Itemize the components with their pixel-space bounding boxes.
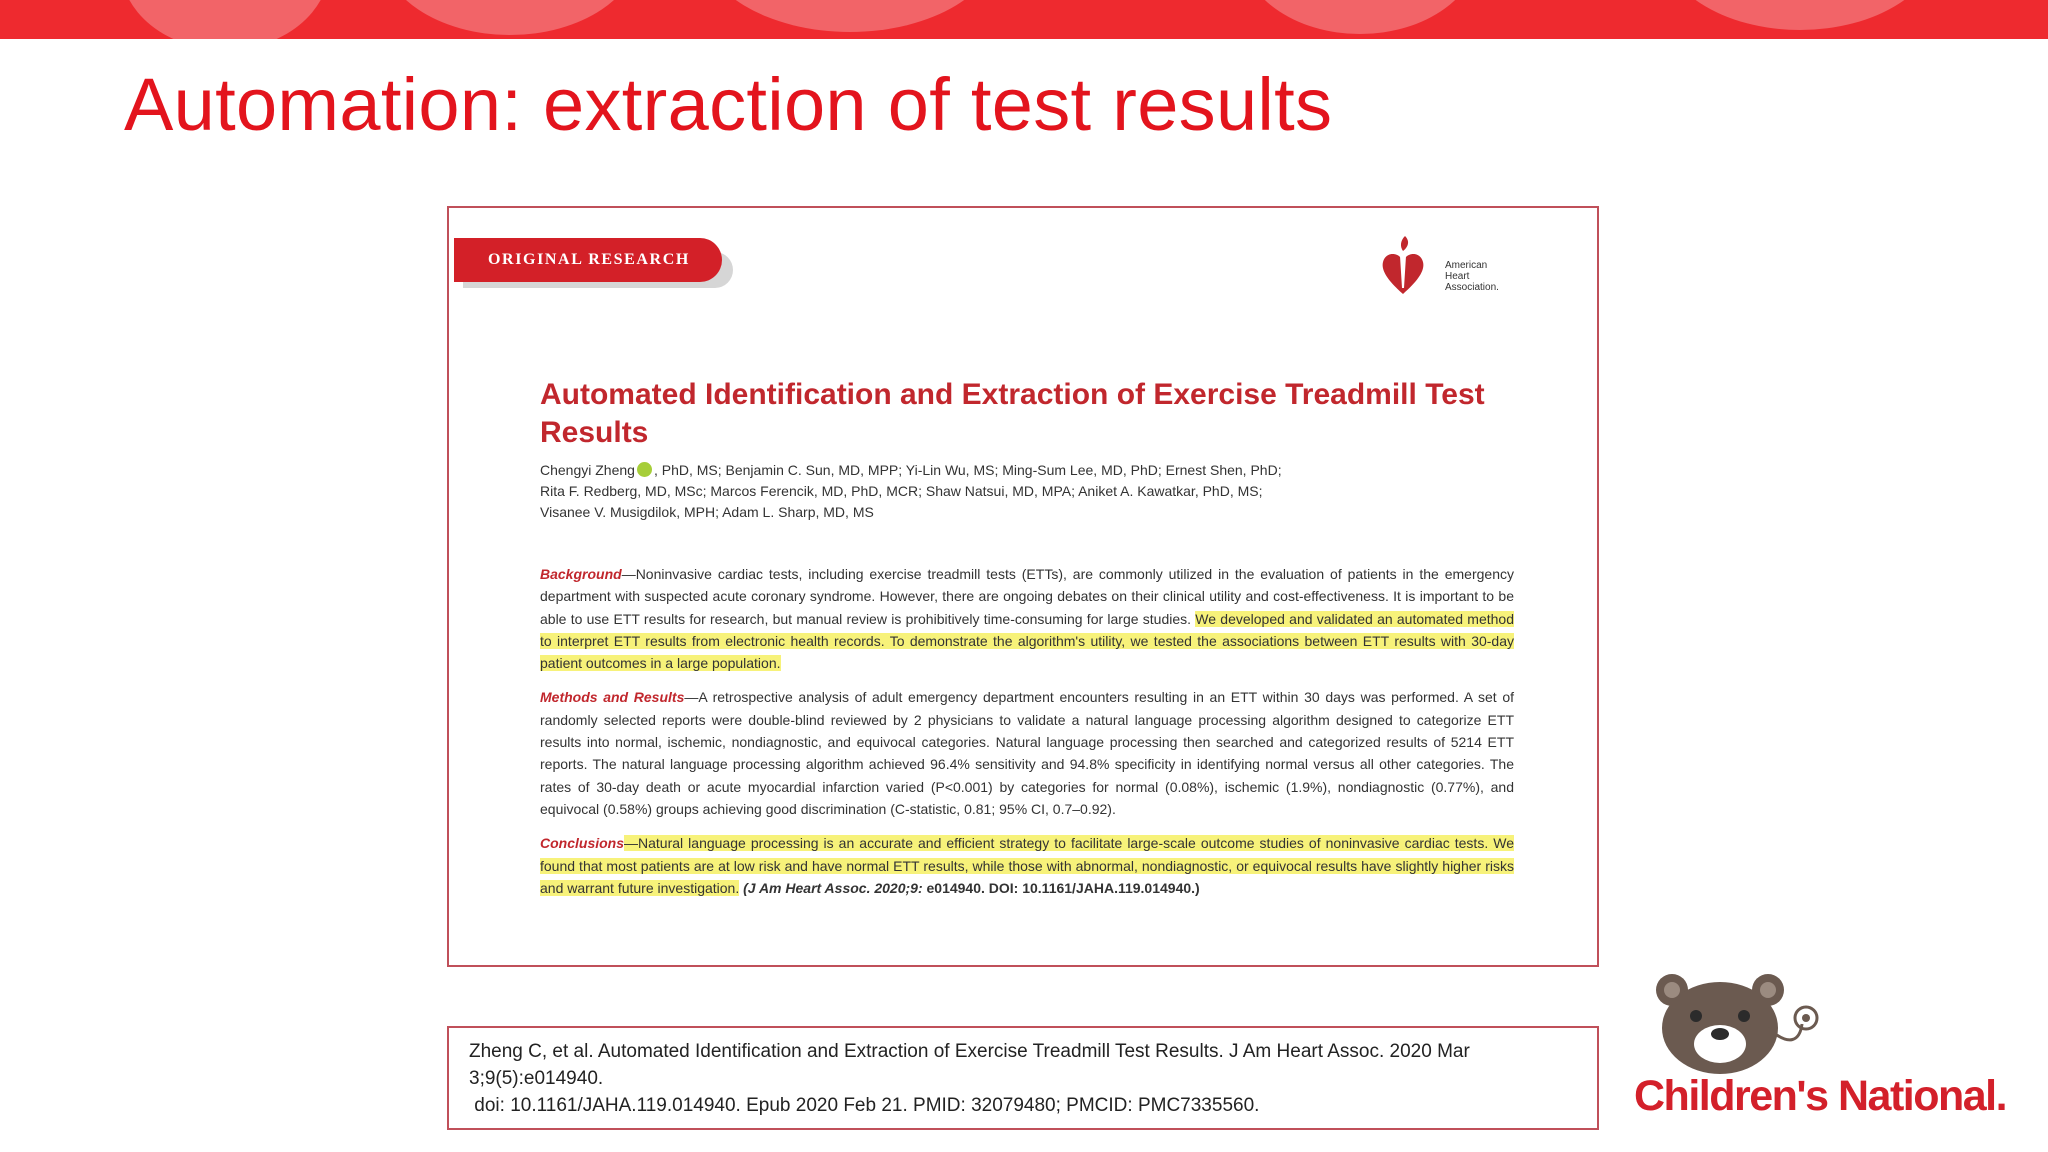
- orcid-icon: [637, 462, 652, 477]
- original-research-badge: ORIGINAL RESEARCH: [454, 238, 722, 282]
- top-decorative-band: [0, 0, 2048, 39]
- paper-title: Automated Identification and Extraction of Exercise Treadmill Test Results: [540, 378, 1485, 449]
- band-shape: [1240, 0, 1480, 34]
- heart-torch-icon: [1381, 234, 1425, 296]
- highlighted-text: —Natural language processing is an accurate and efficient strategy to facilitate large-scale outcome studies of noninvasive cardiac tests. We found that most patients are at low risk and have normal ETT results, while those with abnormal, nondiagnostic, or equivocal results have slightly higher risks and warrant future investigation.: [540, 835, 1514, 896]
- band-shape: [1660, 0, 1940, 30]
- abstract: [540, 563, 1514, 911]
- band-shape: [700, 0, 1000, 32]
- citation-box: Zheng C, et al. Automated Identification and Extraction of Exercise Treadmill Test Results. J Am Heart Assoc. 2020 Mar 3;9(5):e014940. doi: 10.1161/JAHA.119.014940. Epub 2020 Feb 21. PMID: 32079480; PMCID: PMC7335560.: [447, 1026, 1599, 1130]
- band-shape: [120, 0, 330, 39]
- conclusions-paragraph: Conclusions—Natural language processing is an accurate and efficient strategy to facilitate large-scale outcome studies of noninvasive cardiac tests. We found that most patients are at low risk and have normal ETT results, while those with abnormal, nondiagnostic, or equivocal results have slightly higher risks and warrant future investigation. (J Am Heart Assoc. 2020;9: e014940. DOI: 10.1161/JAHA.119.014940.): [540, 835, 1514, 896]
- methods-paragraph: Methods and Results—A retrospective analysis of adult emergency department encounters resulting in an ETT within 30 days was performed. A set of randomly selected reports were double-blind reviewed by 2 physicians to validate a natural language processing algorithm designed to categorize ETT results into normal, ischemic, nondiagnostic, and equivocal categories. Natural language processing then searched and categorized results of 5214 ETT reports. The natural language processing algorithm achieved 96.4% sensitivity and 94.8% specificity in identifying normal versus all other categories. The rates of 30-day death or acute myocardial infarction varied (P<0.001) by categories for normal (0.08%), ischemic (1.9%), nondiagnostic (0.77%), and equivocal (0.58%) groups achieving good discrimination (C-statistic, 0.81; 95% CI, 0.7–0.92).: [540, 689, 1514, 817]
- highlighted-text: We developed and validated an automated method to interpret ETT results from electronic health records. To demonstrate the algorithm's utility, we tested the associations between ETT results with 30-day patient outcomes in a large population.: [540, 610, 1515, 672]
- childrens-national-logo: Children's National.: [1634, 1072, 2007, 1120]
- bear-logo-icon: [1650, 970, 1825, 1080]
- paper-abstract-image: [447, 206, 1599, 967]
- background-paragraph: Background—Noninvasive cardiac tests, including exercise treadmill tests (ETTs), are commonly utilized in the evaluation of patients in the emergency department with suspected acute coronary syndrome. However, there are ongoing debates on their clinical utility and cost-effectiveness. It is important to be able to use ETT results for research, but manual review is prohibitively time-consuming for large studies. We developed and validated an automated method to interpret ETT results from electronic health records. To demonstrate the algorithm's utility, we tested the associations between ETT results with 30-day patient outcomes in a large population.: [540, 566, 1515, 672]
- slide-title: Automation: extraction of test results: [124, 63, 1333, 146]
- band-shape: [380, 0, 640, 35]
- author-list: Chengyi Zheng , PhD, MS; Benjamin C. Sun, MD, MPP; Yi-Lin Wu, MS; Ming-Sum Lee, MD, PhD; Ernest Shen, PhD; Rita F. Redberg, MD, MSc; Marcos Ferencik, MD, PhD, MCR; Shaw Natsui, MD, MPA; Aniket A. Kawatkar, PhD, MS; Visanee V. Musigdilok, MPH; Adam L. Sharp, MD, MS: [540, 462, 1282, 520]
- publisher-name: American Heart Association.: [1445, 260, 1499, 293]
